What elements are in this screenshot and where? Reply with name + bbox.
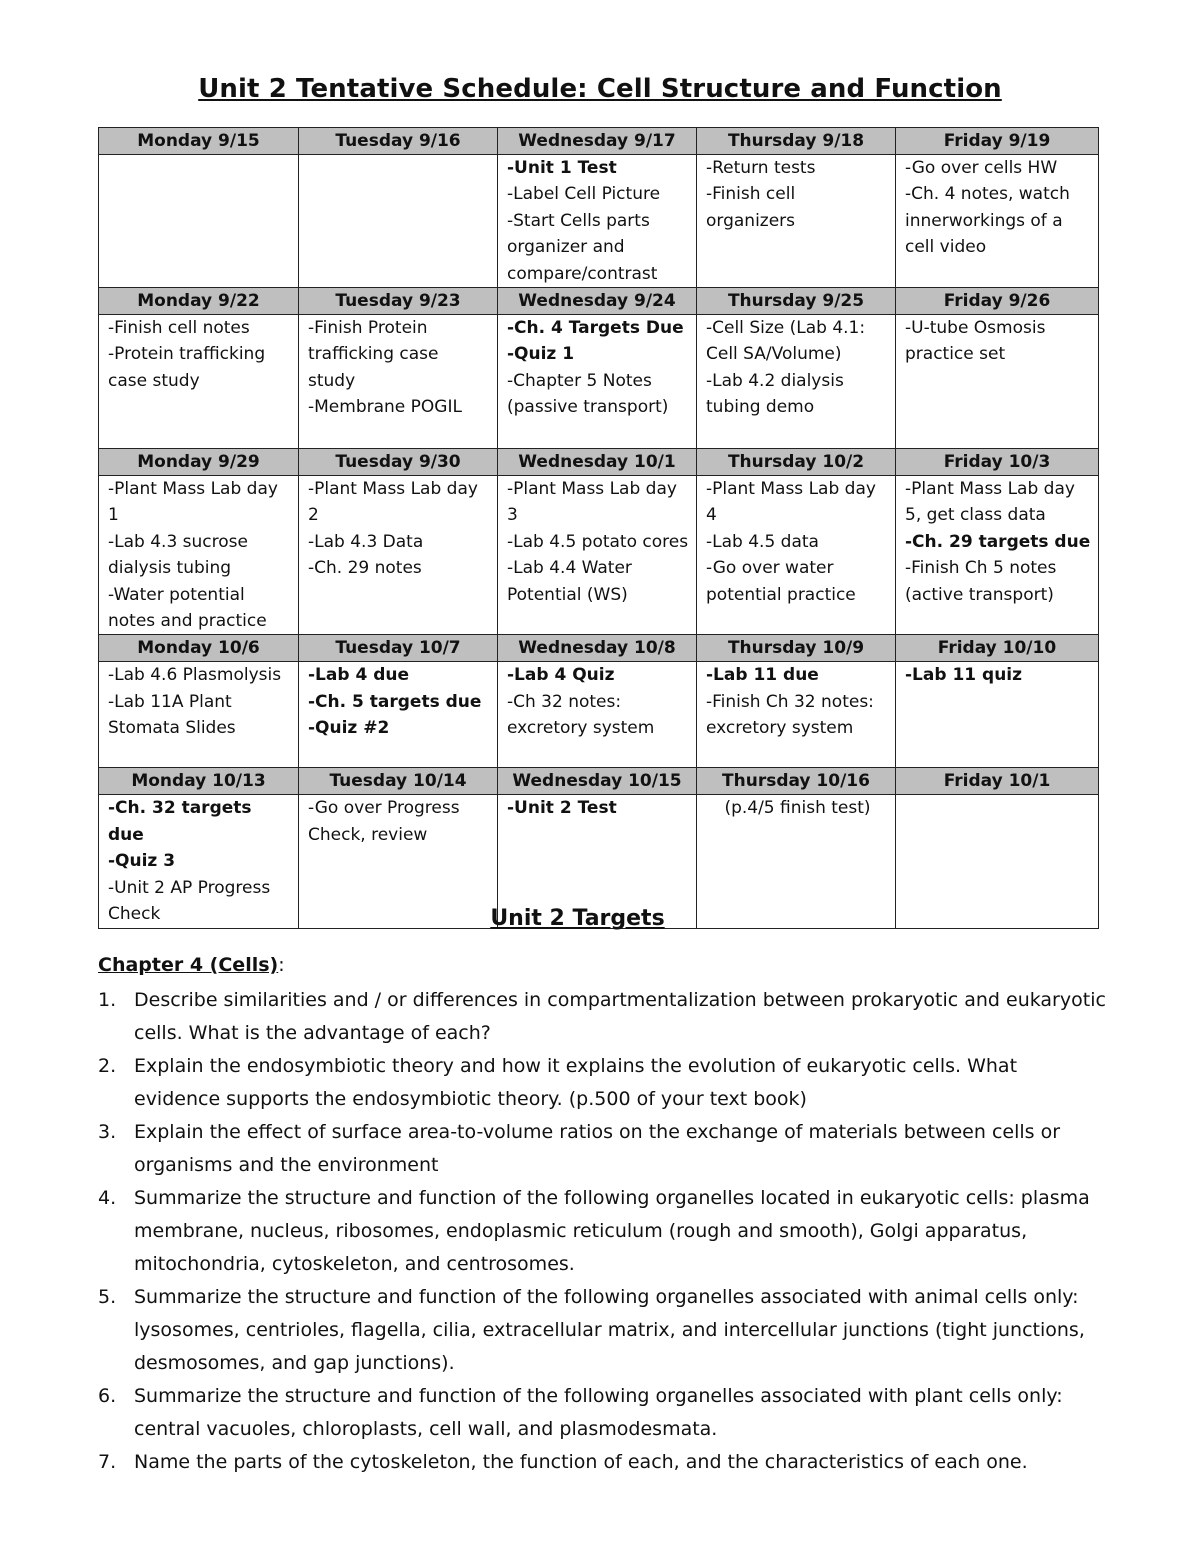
day-cell (697, 315, 896, 449)
schedule-entry: -Unit 1 Test (507, 158, 617, 178)
schedule-entry: -Plant Mass Lab day 1 (108, 479, 278, 526)
day-cell (896, 662, 1099, 768)
day-header: Friday 10/1 (896, 768, 1099, 795)
schedule-entry: -Ch. 32 targets due (108, 798, 252, 845)
week-body-row (99, 315, 1099, 449)
schedule-entry: -U-tube Osmosis practice set (905, 318, 1046, 365)
schedule-entry: -Lab 4.5 potato cores (507, 531, 689, 552)
targets-list (98, 984, 1108, 1479)
schedule-entry: -Lab 4 Quiz (507, 665, 615, 686)
day-cell (697, 662, 896, 768)
day-header: Monday 9/15 (99, 128, 299, 155)
schedule-entry: -Lab 4.3 Data (308, 531, 424, 552)
target-text: Summarize the structure and function of the following organelles associated with animal cells only: lysosomes, centrioles, flagella, cilia, extracellular matrix, and intercellular junctions (tight junctions, desmosomes, and gap junctions). (134, 1286, 1085, 1374)
target-item (98, 1281, 1108, 1380)
schedule-entry: -Ch 32 notes: excretory system (507, 691, 655, 739)
target-item (98, 1050, 1108, 1116)
schedule-entry: -Lab 4.6 Plasmolysis (108, 665, 282, 686)
schedule-entry: -Finish cell organizers (706, 184, 796, 231)
schedule-entry: -Go over water potential practice (706, 558, 856, 605)
schedule-entry: -Water potential notes and practice (108, 584, 267, 632)
target-item (98, 1380, 1108, 1446)
schedule-entry: -Unit 2 AP Progress Check (108, 877, 271, 925)
schedule-entry: -Finish Ch 5 notes (active transport) (905, 558, 1057, 605)
schedule-entry: -Membrane POGIL (308, 397, 462, 418)
schedule-entry: -Ch. 29 targets due (905, 531, 1091, 552)
day-header: Tuesday 10/14 (299, 768, 498, 795)
day-cell (498, 662, 697, 768)
day-header: Friday 9/26 (896, 288, 1099, 315)
day-header: Tuesday 10/7 (299, 635, 498, 662)
day-cell (498, 155, 697, 288)
chapter-heading (98, 954, 285, 976)
day-header: Tuesday 9/30 (299, 449, 498, 476)
schedule-entry: -Lab 11 due (706, 665, 819, 686)
schedule-entry: -Plant Mass Lab day 4 (706, 479, 876, 526)
schedule-entry: -Start Cells parts organizer and compare/contrast (507, 210, 658, 284)
schedule-entry: -Quiz #2 (308, 718, 390, 739)
schedule-entry: -Ch. 4 notes, watch innerworkings of a cell video (905, 184, 1070, 258)
day-cell (299, 315, 498, 449)
target-number: 1. (98, 989, 117, 1011)
day-cell (697, 476, 896, 635)
day-cell (498, 315, 697, 449)
schedule-entry: -Finish cell notes (108, 318, 250, 339)
schedule-entry: -Quiz 3 (108, 851, 176, 872)
schedule-entry: -Plant Mass Lab day 3 (507, 479, 677, 526)
target-text: Summarize the structure and function of the following organelles located in eukaryotic cells: plasma membrane, nucleus, ribosomes, endoplasmic reticulum (rough and smooth), Golgi apparatus, mitochondria, cytoskeleton, and centrosomes. (134, 1187, 1090, 1275)
day-cell (498, 476, 697, 635)
day-header: Wednesday 10/8 (498, 635, 697, 662)
schedule-entry: -Protein trafficking case study (108, 344, 266, 391)
day-header: Wednesday 9/17 (498, 128, 697, 155)
schedule-entry: -Chapter 5 Notes (passive transport) (507, 370, 669, 418)
day-header: Friday 9/19 (896, 128, 1099, 155)
schedule-entry: -Ch. 4 Targets Due (507, 318, 684, 339)
target-item (98, 984, 1108, 1050)
day-cell (299, 155, 498, 288)
target-number: 3. (98, 1121, 117, 1143)
schedule-table (98, 127, 1099, 929)
targets-title: Unit 2 Targets (490, 906, 665, 931)
schedule-entry: (p.4/5 finish test) (724, 798, 871, 819)
chapter-heading-colon: : (278, 954, 285, 976)
target-text: Explain the effect of surface area-to-volume ratios on the exchange of materials between cells or organisms and the environment (134, 1121, 1061, 1176)
target-number: 2. (98, 1055, 117, 1077)
schedule-body (99, 128, 1099, 929)
day-header: Thursday 9/25 (697, 288, 896, 315)
schedule-entry: -Unit 2 Test (507, 798, 617, 819)
day-cell (896, 155, 1099, 288)
target-number: 4. (98, 1187, 117, 1209)
day-header: Thursday 10/9 (697, 635, 896, 662)
day-header: Friday 10/3 (896, 449, 1099, 476)
week-header-row (99, 635, 1099, 662)
target-number: 6. (98, 1385, 117, 1407)
schedule-entry: -Plant Mass Lab day 5, get class data (905, 479, 1075, 526)
schedule-entry: -Lab 4 due (308, 665, 409, 686)
week-header-row (99, 128, 1099, 155)
chapter-heading-label: Chapter 4 (Cells) (98, 954, 279, 976)
target-item (98, 1182, 1108, 1281)
schedule-entry: -Ch. 5 targets due (308, 691, 482, 712)
schedule-entry: -Label Cell Picture (507, 184, 661, 205)
schedule-entry: -Go over cells HW (905, 158, 1058, 178)
day-header: Friday 10/10 (896, 635, 1099, 662)
target-text: Summarize the structure and function of the following organelles associated with plant cells only: central vacuoles, chloroplasts, cell wall, and plasmodesmata. (134, 1385, 1063, 1440)
target-number: 5. (98, 1286, 117, 1308)
day-header: Thursday 10/2 (697, 449, 896, 476)
week-body-row (99, 476, 1099, 635)
schedule-entry: -Lab 4.4 Water Potential (WS) (507, 558, 632, 605)
target-text: Explain the endosymbiotic theory and how it explains the evolution of eukaryotic cells. What evidence supports the endosymbiotic theory. (p.500 of your text book) (134, 1055, 1018, 1110)
target-item (98, 1116, 1108, 1182)
day-header: Tuesday 9/23 (299, 288, 498, 315)
day-cell (99, 662, 299, 768)
day-header: Wednesday 10/1 (498, 449, 697, 476)
day-header: Monday 10/6 (99, 635, 299, 662)
schedule-entry: -Lab 11 quiz (905, 665, 1023, 686)
day-cell (99, 155, 299, 288)
week-header-row (99, 449, 1099, 476)
schedule-entry: -Lab 11A Plant Stomata Slides (108, 691, 236, 739)
day-cell (99, 476, 299, 635)
day-header: Thursday 10/16 (697, 768, 896, 795)
schedule-entry: -Go over Progress Check, review (308, 798, 460, 845)
schedule-entry: -Lab 4.2 dialysis tubing demo (706, 370, 844, 418)
target-number: 7. (98, 1451, 117, 1473)
day-cell (99, 315, 299, 449)
schedule-entry: -Lab 4.5 data (706, 531, 819, 552)
week-body-row (99, 155, 1099, 288)
schedule-entry: -Finish Protein trafficking case study (308, 318, 439, 391)
week-header-row (99, 768, 1099, 795)
day-header: Monday 10/13 (99, 768, 299, 795)
day-cell (299, 662, 498, 768)
day-header: Monday 9/22 (99, 288, 299, 315)
day-cell (896, 476, 1099, 635)
schedule-entry: -Plant Mass Lab day 2 (308, 479, 478, 526)
schedule-entry: -Cell Size (Lab 4.1: Cell SA/Volume) (706, 318, 866, 365)
day-header: Monday 9/29 (99, 449, 299, 476)
day-cell (299, 476, 498, 635)
schedule-entry: -Lab 4.3 sucrose dialysis tubing (108, 531, 248, 579)
day-header: Wednesday 10/15 (498, 768, 697, 795)
schedule-entry: -Ch. 29 notes (308, 558, 422, 579)
schedule-entry: -Return tests (706, 158, 816, 178)
day-header: Wednesday 9/24 (498, 288, 697, 315)
page-title: Unit 2 Tentative Schedule: Cell Structure and Function (198, 74, 1002, 104)
day-header: Thursday 9/18 (697, 128, 896, 155)
schedule-entry: -Finish Ch 32 notes: excretory system (706, 691, 874, 739)
day-cell (896, 315, 1099, 449)
day-header: Tuesday 9/16 (299, 128, 498, 155)
week-body-row (99, 662, 1099, 768)
day-cell (697, 155, 896, 288)
schedule-entry: -Quiz 1 (507, 344, 575, 365)
target-text: Describe similarities and / or differences in compartmentalization between prokaryotic and eukaryotic cells. What is the advantage of each? (134, 989, 1106, 1044)
target-item (98, 1446, 1108, 1479)
target-text: Name the parts of the cytoskeleton, the function of each, and the characteristics of each one. (134, 1451, 1028, 1473)
week-header-row (99, 288, 1099, 315)
